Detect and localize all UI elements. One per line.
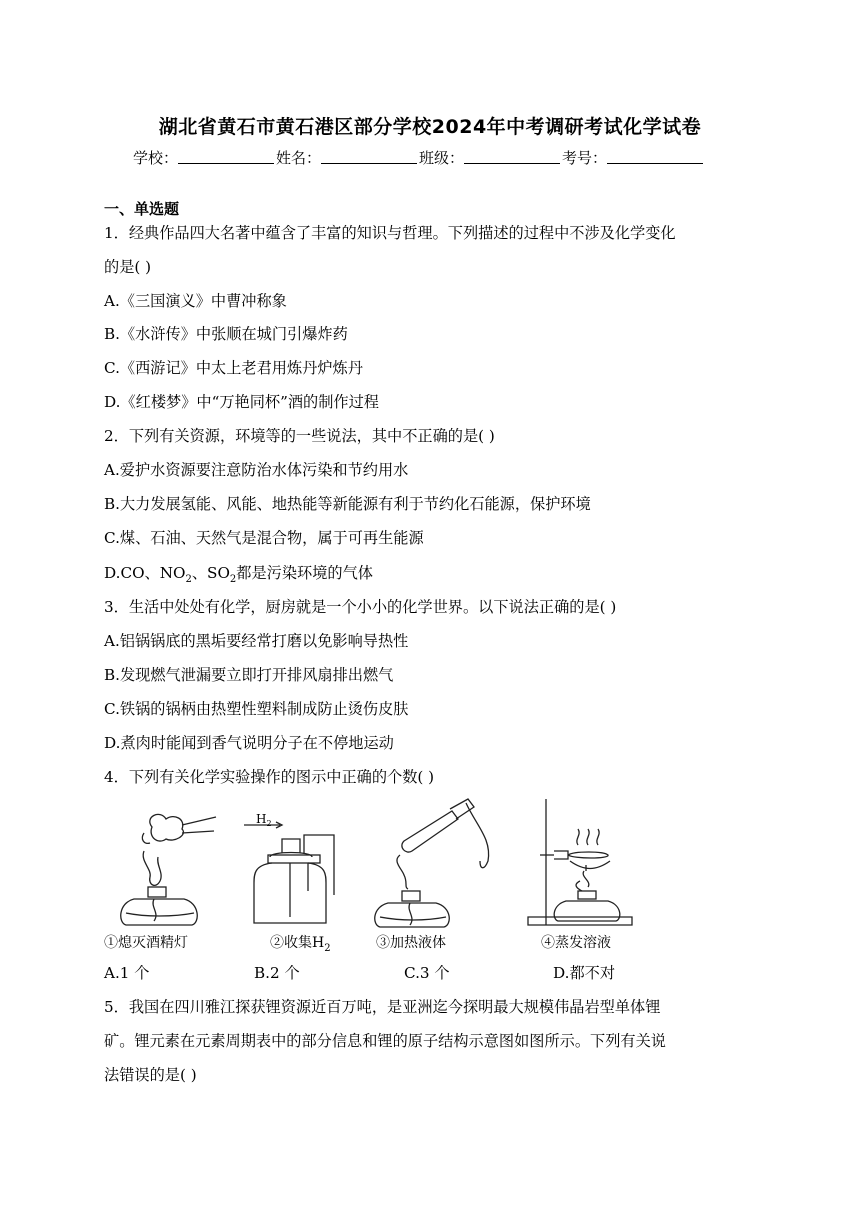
q3-option-d: D.煮肉时能闻到香气说明分子在不停地运动 (104, 734, 394, 752)
class-label: 班级： (419, 149, 465, 167)
alcohol-lamp-1-icon (121, 814, 216, 925)
formula-so2: SO (207, 564, 230, 582)
q4-option-b: B.2 个 (254, 964, 300, 982)
name-label: 姓名： (276, 149, 322, 167)
gas-bottle-icon (244, 822, 334, 923)
q5-stem-line3: 法错误的是( ) (104, 1066, 197, 1084)
q1-option-a: A.《三国演义》中曹冲称象 (104, 292, 287, 310)
q5-stem-line1: 5．我国在四川雅江探获锂资源近百万吨，是亚洲迄今探明最大规模伟晶岩型单体锂 (104, 998, 661, 1016)
q2-d-sep2: 、 (191, 564, 208, 582)
q2-option-c: C.煤、石油、天然气是混合物，属于可再生能源 (104, 529, 424, 547)
number-blank (607, 149, 703, 164)
lab-operations-figure (104, 795, 664, 955)
q2-stem: 2．下列有关资源，环境等的一些说法，其中不正确的是( ) (104, 427, 495, 445)
formula-co: CO (120, 564, 145, 582)
q5-stem-line2: 矿。锂元素在元素周期表中的部分信息和锂的原子结构示意图如图所示。下列有关说 (104, 1032, 666, 1050)
figure-caption-3: ③加热液体 (376, 935, 446, 951)
cap2-sub: 2 (324, 942, 331, 954)
school-blank (178, 149, 274, 164)
q1-stem-line1: 1．经典作品四大名著中蕴含了丰富的知识与哲理。下列描述的过程中不涉及化学变化 (104, 224, 676, 242)
q2-option-b: B.大力发展氢能、风能、地热能等新能源有利于节约化石能源，保护环境 (104, 495, 591, 513)
cap2-text: ②收集H (270, 935, 325, 951)
q1-stem-line2: 的是( ) (104, 258, 152, 276)
q2-option-d (104, 562, 373, 585)
number-label: 考号： (562, 149, 608, 167)
h2-label: $H_2$ (256, 812, 272, 828)
q4-option-d: D.都不对 (553, 964, 616, 982)
class-blank (464, 149, 560, 164)
exam-title: 湖北省黄石市黄石港区部分学校2024年中考调研考试化学试卷 (158, 116, 702, 138)
q3-option-a: A.铝锅锅底的黑垢要经常打磨以免影响导热性 (104, 632, 409, 650)
q4-option-a: A.1 个 (104, 964, 150, 982)
q4-option-c: C.3 个 (404, 964, 450, 982)
q3-stem: 3．生活中处处有化学，厨房就是一个小小的化学世界。以下说法正确的是( ) (104, 598, 617, 616)
q4-stem: 4．下列有关化学实验操作的图示中正确的个数( ) (104, 768, 435, 786)
q1-option-d: D.《红楼梦》中“万艳同杯”酒的制作过程 (104, 393, 379, 411)
figure-caption-4: ④蒸发溶液 (541, 935, 611, 951)
name-blank (321, 149, 417, 164)
student-info-row (133, 147, 705, 168)
q1-option-c: C.《西游记》中太上老君用炼丹炉炼丹 (104, 359, 363, 377)
q3-option-c: C.铁锅的锅柄由热塑性塑料制成防止烫伤皮肤 (104, 700, 409, 718)
formula-no2: NO (159, 564, 186, 582)
figure-caption-2 (270, 932, 331, 954)
q3-option-b: B.发现燃气泄漏要立即打开排风扇排出燃气 (104, 666, 394, 684)
q2-d-prefix: D. (104, 564, 121, 582)
section-heading: 一、单选题 (104, 200, 180, 218)
formula-so2-sub: 2 (229, 574, 237, 586)
q2-d-suffix: 都是污染环境的气体 (236, 564, 373, 582)
q1-option-b: B.《水浒传》中张顺在城门引爆炸药 (104, 325, 348, 343)
school-label: 学校： (133, 149, 179, 167)
test-tube-heating-icon (375, 799, 489, 927)
q2-option-a: A.爱护水资源要注意防治水体污染和节约用水 (104, 461, 409, 479)
evaporating-dish-icon (528, 799, 632, 925)
formula-no2-sub: 2 (185, 574, 192, 586)
figure-caption-1: ①熄灭酒精灯 (104, 935, 188, 951)
q2-d-sep1: 、 (144, 564, 160, 582)
